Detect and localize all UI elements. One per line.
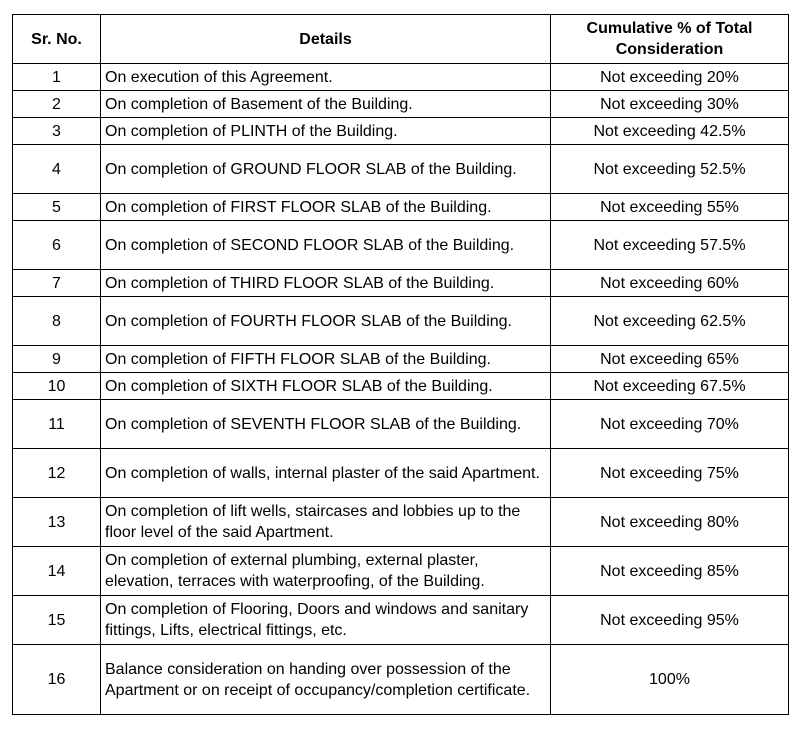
- row-details: On completion of FIFTH FLOOR SLAB of the Building.: [101, 346, 551, 373]
- row-number: 14: [13, 547, 101, 596]
- row-percentage: Not exceeding 85%: [551, 547, 789, 596]
- row-percentage: Not exceeding 62.5%: [551, 297, 789, 346]
- row-details: Balance consideration on handing over possession of the Apartment or on receipt of occupancy/completion certificate.: [101, 645, 551, 715]
- table-row: [13, 221, 789, 270]
- row-percentage: Not exceeding 42.5%: [551, 118, 789, 145]
- row-percentage: Not exceeding 65%: [551, 346, 789, 373]
- table-row: [13, 547, 789, 596]
- table-row: [13, 596, 789, 645]
- row-percentage: Not exceeding 52.5%: [551, 145, 789, 194]
- table-row: [13, 645, 789, 715]
- header-cumulative-line2: Consideration: [615, 41, 724, 58]
- row-number: 5: [13, 194, 101, 221]
- table-row: [13, 297, 789, 346]
- row-percentage: 100%: [551, 645, 789, 715]
- row-details: On completion of SECOND FLOOR SLAB of the Building.: [101, 221, 551, 270]
- row-details: On completion of Basement of the Building.: [101, 91, 551, 118]
- row-percentage: Not exceeding 55%: [551, 194, 789, 221]
- header-cumulative-line1: Cumulative % of Total: [586, 20, 753, 37]
- row-number: 8: [13, 297, 101, 346]
- row-details: On completion of Flooring, Doors and windows and sanitary fittings, Lifts, electrical fittings, etc.: [101, 596, 551, 645]
- row-number: 11: [13, 400, 101, 449]
- table-row: [13, 194, 789, 221]
- table-row: [13, 346, 789, 373]
- row-details: On completion of lift wells, staircases and lobbies up to the floor level of the said Apartment.: [101, 498, 551, 547]
- row-details: On completion of THIRD FLOOR SLAB of the Building.: [101, 270, 551, 297]
- row-details: On completion of SIXTH FLOOR SLAB of the Building.: [101, 373, 551, 400]
- header-row: [13, 15, 789, 64]
- table-row: [13, 400, 789, 449]
- row-number: 13: [13, 498, 101, 547]
- row-number: 6: [13, 221, 101, 270]
- row-number: 15: [13, 596, 101, 645]
- row-percentage: Not exceeding 30%: [551, 91, 789, 118]
- table-row: [13, 270, 789, 297]
- row-percentage: Not exceeding 57.5%: [551, 221, 789, 270]
- table-row: [13, 373, 789, 400]
- row-details: On completion of FIRST FLOOR SLAB of the Building.: [101, 194, 551, 221]
- row-number: 1: [13, 64, 101, 91]
- row-details: On completion of FOURTH FLOOR SLAB of the Building.: [101, 297, 551, 346]
- row-percentage: Not exceeding 80%: [551, 498, 789, 547]
- row-details: On completion of external plumbing, external plaster, elevation, terraces with waterproofing, of the Building.: [101, 547, 551, 596]
- row-number: 3: [13, 118, 101, 145]
- row-details: On completion of GROUND FLOOR SLAB of the Building.: [101, 145, 551, 194]
- row-percentage: Not exceeding 70%: [551, 400, 789, 449]
- table-row: [13, 91, 789, 118]
- table-row: [13, 118, 789, 145]
- row-percentage: Not exceeding 20%: [551, 64, 789, 91]
- table-row: [13, 498, 789, 547]
- table-row: [13, 145, 789, 194]
- row-number: 7: [13, 270, 101, 297]
- row-details: On completion of SEVENTH FLOOR SLAB of the Building.: [101, 400, 551, 449]
- row-percentage: Not exceeding 95%: [551, 596, 789, 645]
- header-cumulative: [551, 15, 789, 64]
- row-number: 12: [13, 449, 101, 498]
- row-percentage: Not exceeding 60%: [551, 270, 789, 297]
- header-sr-no: Sr. No.: [13, 15, 101, 64]
- table-row: [13, 64, 789, 91]
- payment-schedule: [12, 14, 789, 715]
- row-percentage: Not exceeding 67.5%: [551, 373, 789, 400]
- row-number: 4: [13, 145, 101, 194]
- row-number: 2: [13, 91, 101, 118]
- payment-schedule-table: [12, 14, 789, 715]
- row-number: 10: [13, 373, 101, 400]
- row-number: 9: [13, 346, 101, 373]
- row-details: On execution of this Agreement.: [101, 64, 551, 91]
- header-details: Details: [101, 15, 551, 64]
- table-row: [13, 449, 789, 498]
- row-details: On completion of walls, internal plaster of the said Apartment.: [101, 449, 551, 498]
- row-number: 16: [13, 645, 101, 715]
- row-details: On completion of PLINTH of the Building.: [101, 118, 551, 145]
- row-percentage: Not exceeding 75%: [551, 449, 789, 498]
